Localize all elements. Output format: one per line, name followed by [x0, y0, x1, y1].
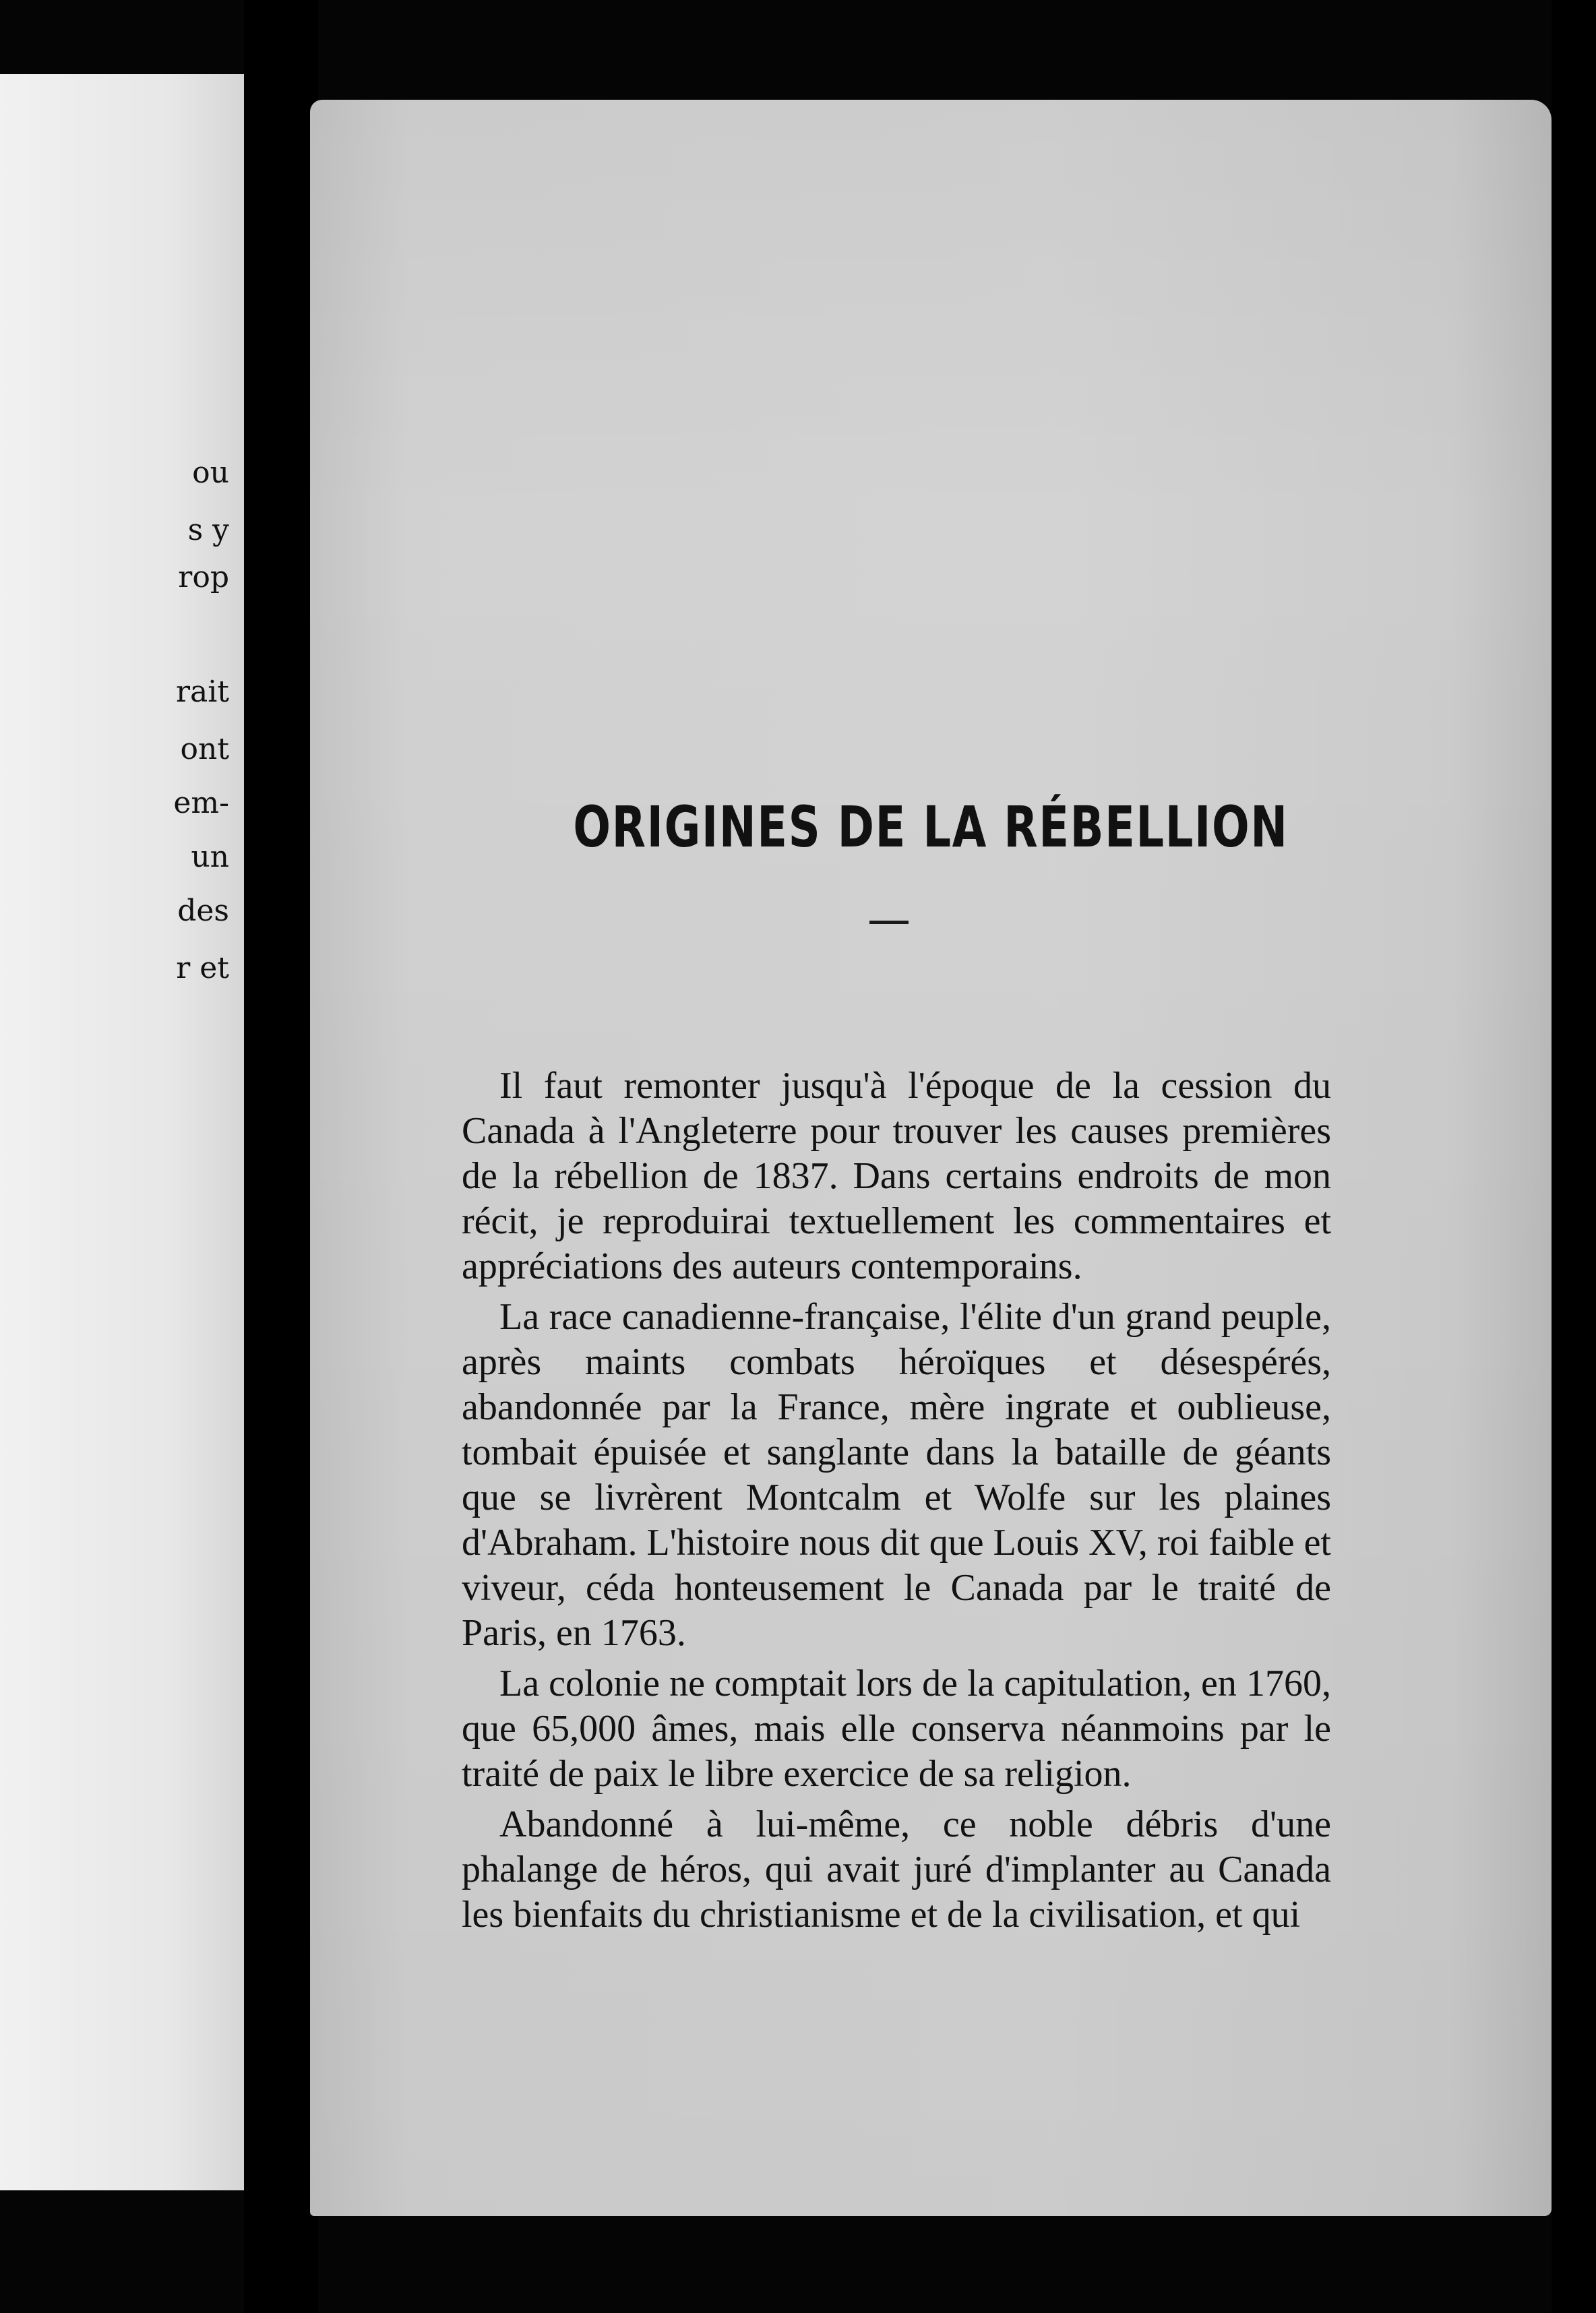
- chapter-body: [462, 1063, 1331, 1938]
- left-line-fragment: rait: [175, 675, 229, 709]
- title-rule: [869, 921, 909, 924]
- left-line-fragment: des: [177, 894, 229, 928]
- left-line-fragment: ou: [192, 456, 229, 490]
- binding-gutter: [244, 0, 318, 2313]
- paragraph: Abandonné à lui-même, ce noble débris d'une phalange de héros, qui avait juré d'implanter au Canada les bienfaits du christianisme et de la civilisation, et qui: [462, 1803, 1331, 1936]
- left-line-fragment: ont: [180, 732, 229, 766]
- left-line-fragment: rop: [178, 560, 229, 594]
- paragraph: Il faut remonter jusqu'à l'époque de la cession du Canada à l'Angleterre pour trouver les causes premières de la rébellion de 1837. Dans certains endroits de mon récit, je reproduirai textuellement les commentaires et appréciations des auteurs contemporains.: [462, 1065, 1331, 1287]
- left-line-fragment: s y: [187, 513, 229, 547]
- left-line-fragment: r et: [176, 951, 229, 985]
- book-page: [310, 100, 1552, 2216]
- left-line-fragment: em-: [173, 786, 229, 820]
- left-line-fragment: un: [191, 840, 229, 874]
- paragraph: La race canadienne-française, l'élite d'un grand peuple, après maints combats héroïques et désespérés, abandonnée par la France, mère ingrate et oublieuse, tombait épuisée et sanglante dans la bataille de géants que se livrèrent Montcalm et Wolfe sur les plaines d'Abraham. L'histoire nous dit que Louis XV, roi faible et viveur, céda honteusement le Canada par le traité de Paris, en 1763.: [462, 1296, 1331, 1654]
- paragraph: La colonie ne comptait lors de la capitulation, en 1760, que 65,000 âmes, mais elle conserva néanmoins par le traité de paix le libre exercice de sa religion.: [462, 1663, 1331, 1795]
- previous-page-fragment: [0, 74, 244, 2190]
- chapter-title: ORIGINES DE LA RÉBELLION: [573, 794, 1289, 860]
- scan-edge: [1552, 0, 1596, 2313]
